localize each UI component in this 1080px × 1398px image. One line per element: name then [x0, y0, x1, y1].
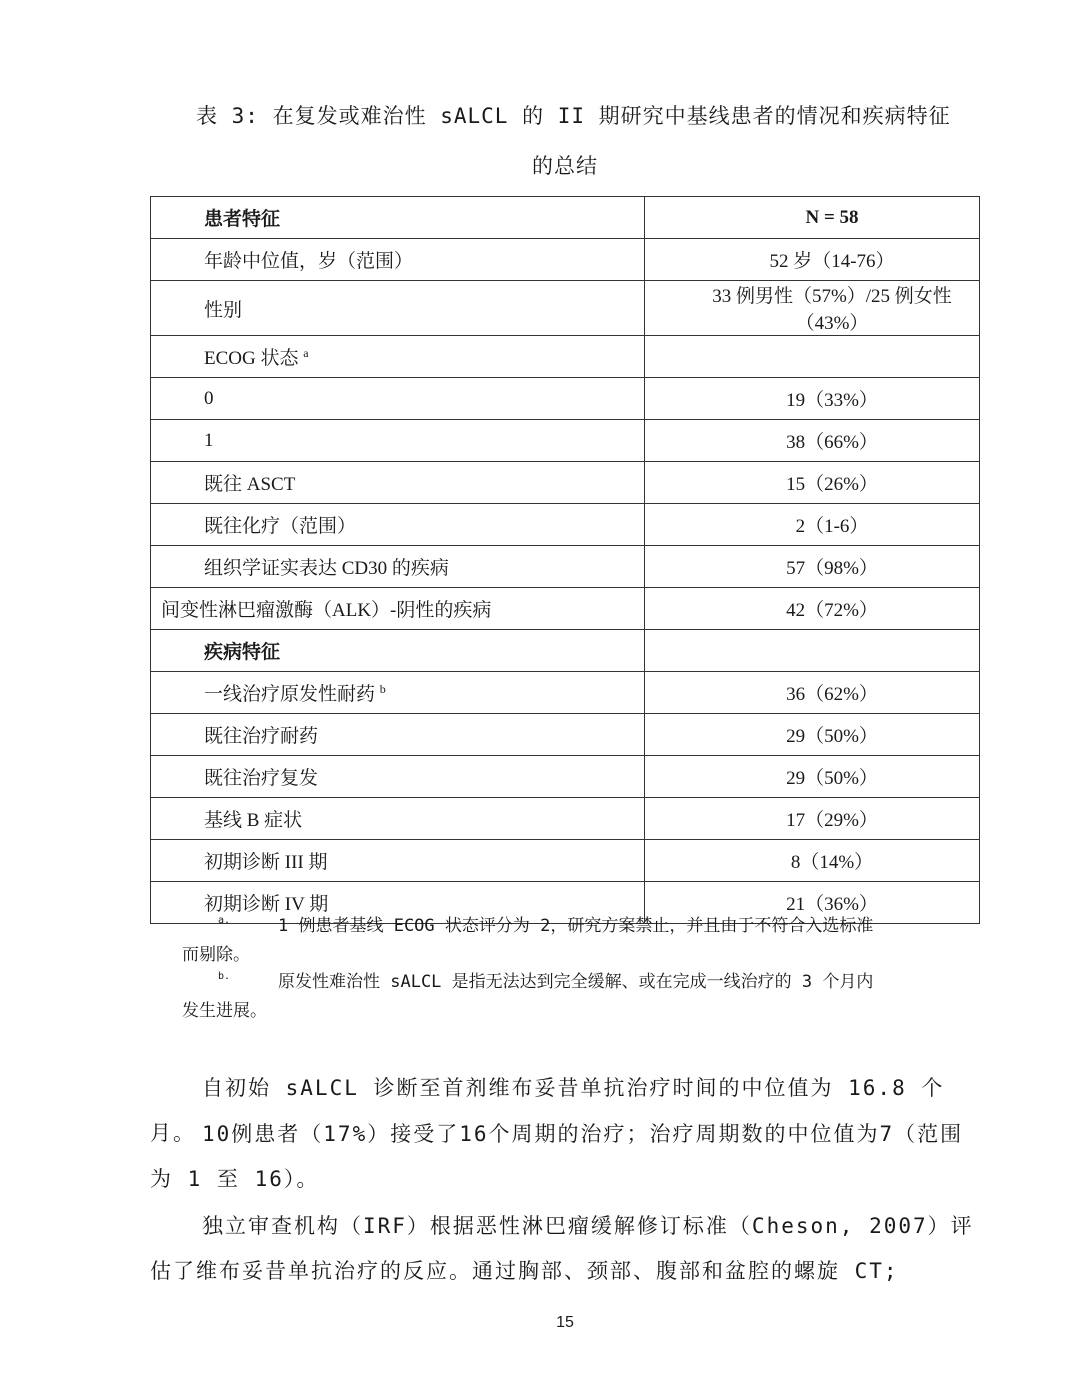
- section-label: 疾病特征: [151, 630, 645, 672]
- body-paragraph-1: 自初始 sALCL 诊断至首剂维布妥昔单抗治疗时间的中位值为 16.8 个月。: [150, 1076, 945, 1145]
- footnote-ref-b: b: [379, 682, 386, 696]
- row-label: 年龄中位值，岁（范围）: [151, 239, 645, 281]
- table-header-value: N = 58: [645, 197, 980, 239]
- row-label: 0: [151, 378, 645, 420]
- row-value: 36（62%）: [645, 672, 980, 714]
- table-header-label: 患者特征: [151, 197, 645, 239]
- row-label: 既往治疗复发: [151, 756, 645, 798]
- footnote-a-text: 1 例患者基线 ECOG 状态评分为 2，研究方案禁止，并且由于不符合入选标准: [278, 916, 874, 936]
- row-label: 初期诊断 IV 期: [151, 882, 645, 924]
- row-value: 52 岁（14-76）: [645, 239, 980, 281]
- row-label: 性别: [151, 281, 645, 336]
- row-value: 17（29%）: [645, 798, 980, 840]
- row-label: 既往 ASCT: [151, 462, 645, 504]
- table-row: [151, 798, 980, 840]
- table-row: [151, 281, 980, 336]
- row-label: 基线 B 症状: [151, 798, 645, 840]
- row-value: 15（26%）: [645, 462, 980, 504]
- row-value: 2（1-6）: [645, 504, 980, 546]
- table-caption-line2: 的总结: [532, 154, 598, 178]
- row-value: 42（72%）: [645, 588, 980, 630]
- table-row: [151, 588, 980, 630]
- footnote-b-mark: b.: [218, 971, 231, 982]
- row-value: 29（50%）: [645, 714, 980, 756]
- table-caption-line1: 表 3: 在复发或难治性 sALCL 的 II 期研究中基线患者的情况和疾病特征: [196, 104, 951, 128]
- row-label: 既往化疗（范围）: [151, 504, 645, 546]
- row-label: ECOG 状态 $^a$: [151, 336, 645, 378]
- body-paragraph-2: 10例患者（17%）接受了16个周期的治疗；治疗周期数的中位值为7（范围为 1 至 16）。: [150, 1122, 964, 1191]
- table-row: [151, 378, 980, 420]
- row-label: 组织学证实表达 CD30 的疾病: [151, 546, 645, 588]
- row-value: 38（66%）: [645, 420, 980, 462]
- table-row: [151, 840, 980, 882]
- row-label: 间变性淋巴瘤激酶（ALK）-阴性的疾病: [151, 588, 645, 630]
- footnote-a-mark: a.: [218, 915, 231, 926]
- table-section-row: [151, 630, 980, 672]
- row-value: 21（36%）: [645, 882, 980, 924]
- row-value: 33 例男性（57%）/25 例女性（43%）: [645, 281, 980, 336]
- table-row: [151, 420, 980, 462]
- table-row: [151, 336, 980, 378]
- footnote-a-text-cont: 而剔除。: [182, 945, 250, 965]
- table-row: [151, 672, 980, 714]
- row-value: [645, 630, 980, 672]
- row-label: 一线治疗原发性耐药 $^b$: [151, 672, 645, 714]
- table-row: [151, 239, 980, 281]
- row-value: 57（98%）: [645, 546, 980, 588]
- footnote-b: [182, 968, 982, 1026]
- row-value: 29（50%）: [645, 756, 980, 798]
- row-value: [645, 336, 980, 378]
- row-value: 8（14%）: [645, 840, 980, 882]
- row-value: 19（33%）: [645, 378, 980, 420]
- table-row: [151, 714, 980, 756]
- table-row: [151, 504, 980, 546]
- baseline-characteristics-table: [150, 196, 980, 924]
- table-row: [151, 756, 980, 798]
- table-row: [151, 462, 980, 504]
- row-label: 既往治疗耐药: [151, 714, 645, 756]
- page-number: 15: [556, 1314, 574, 1331]
- footnote-b-text-cont: 发生进展。: [182, 1001, 267, 1021]
- footnote-b-text: 原发性难治性 sALCL 是指无法达到完全缓解、或在完成一线治疗的 3 个月内: [278, 972, 874, 992]
- footnote-ref-a: a: [303, 346, 309, 360]
- body-paragraph-3: 独立审查机构（IRF）根据恶性淋巴瘤缓解修订标准（Cheson, 2007）评估了维布妥昔单抗治疗的反应。通过胸部、颈部、腹部和盆腔的螺旋 CT;: [150, 1214, 974, 1283]
- table-header-row: [151, 197, 980, 239]
- row-label: 初期诊断 III 期: [151, 840, 645, 882]
- footnote-a: [182, 912, 982, 970]
- row-label: 1: [151, 420, 645, 462]
- table-row: [151, 546, 980, 588]
